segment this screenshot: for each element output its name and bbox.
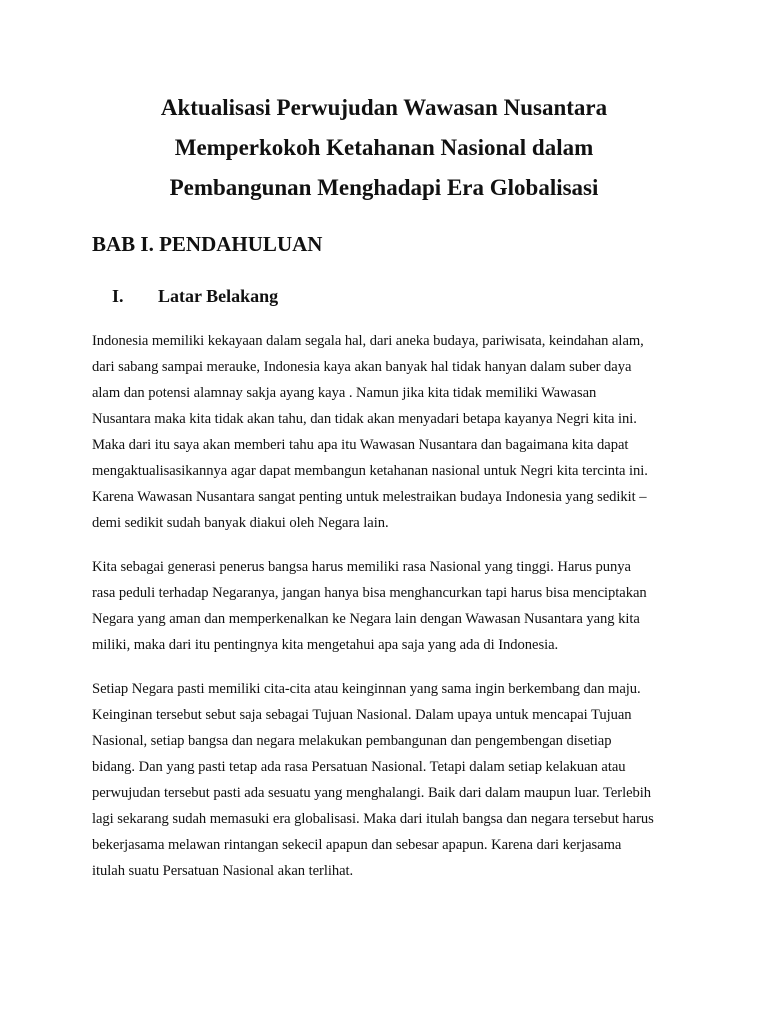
section-number: I. [112,286,124,306]
paragraph-line: rasa peduli terhadap Negaranya, jangan hanya bisa menghancurkan tapi harus bisa menciptakan [92,585,647,601]
paragraph-line: Indonesia memiliki kekayaan dalam segala hal, dari aneka budaya, pariwisata, keindahan alam, [92,333,644,349]
paragraph-line: bidang. Dan yang pasti tetap ada rasa Persatuan Nasional. Tetapi dalam setiap kelakuan atau [92,759,626,775]
chapter-heading: BAB I. PENDAHULUAN [92,232,323,256]
document-title [92,0,676,208]
paragraph-line: Maka dari itu saya akan memberi tahu apa itu Wawasan Nusantara dan bagaimana kita dapat [92,437,629,453]
paragraph-line: demi sedikit sudah banyak diakui oleh Negara lain. [92,515,389,531]
paragraph-line: Keinginan tersebut sebut saja sebagai Tujuan Nasional. Dalam upaya untuk mencapai Tujuan [92,707,632,723]
title-line: Aktualisasi Perwujudan Wawasan Nusantara [160,95,608,120]
paragraph [92,554,676,658]
paragraph [92,676,676,884]
paragraph [92,328,676,536]
paragraph-line: Negara yang aman dan memperkenalkan ke Negara lain dengan Wawasan Nusantara yang kita [92,611,640,627]
paragraph-line: miliki, maka dari itu pentingnya kita mengetahui apa saja yang ada di Indonesia. [92,637,559,653]
paragraph-line: Nusantara maka kita tidak akan tahu, dan tidak akan menyadari betapa kayanya Negri kita ini. [92,411,637,427]
paragraph-line: lagi sekarang sudah memasuki era globalisasi. Maka dari itulah bangsa dan negara tersebut harus [92,811,654,827]
paragraph-line: alam dan potensi alamnay sakja ayang kaya . Namun jika kita tidak memiliki Wawasan [92,385,597,401]
paragraph-line: bekerjasama melawan rintangan sekecil apapun dan sebesar apapun. Karena dari kerjasama [92,837,622,853]
paragraph-line: Nasional, setiap bangsa dan negara melakukan pembangunan dan pengembengan disetiap [92,733,612,749]
paragraph-line: mengaktualisasikannya agar dapat membangun ketahanan nasional untuk Negri kita tercinta ini. [92,463,648,479]
paragraph-line: Kita sebagai generasi penerus bangsa harus memiliki rasa Nasional yang tinggi. Harus punya [92,559,631,575]
body-text [92,328,676,884]
title-line: Memperkokoh Ketahanan Nasional dalam [174,135,594,160]
paragraph-line: itulah suatu Persatuan Nasional akan terlihat. [92,863,354,879]
paragraph-line: Setiap Negara pasti memiliki cita-cita atau keinginnan yang sama ingin berkembang dan maju. [92,681,641,697]
paragraph-line: dari sabang sampai merauke, Indonesia kaya akan banyak hal tidak hanyan dalam suber daya [92,359,632,375]
paragraph-line: Karena Wawasan Nusantara sangat penting untuk melestraikan budaya Indonesia yang sedikit – [92,489,647,505]
section-title: Latar Belakang [158,286,279,306]
title-line: Pembangunan Menghadapi Era Globalisasi [169,175,599,200]
section-heading [92,284,676,308]
paragraph-line: perwujudan tersebut pasti ada sesuatu yang menghalangi. Baik dari dalam maupun luar. Terlebih [92,785,651,801]
